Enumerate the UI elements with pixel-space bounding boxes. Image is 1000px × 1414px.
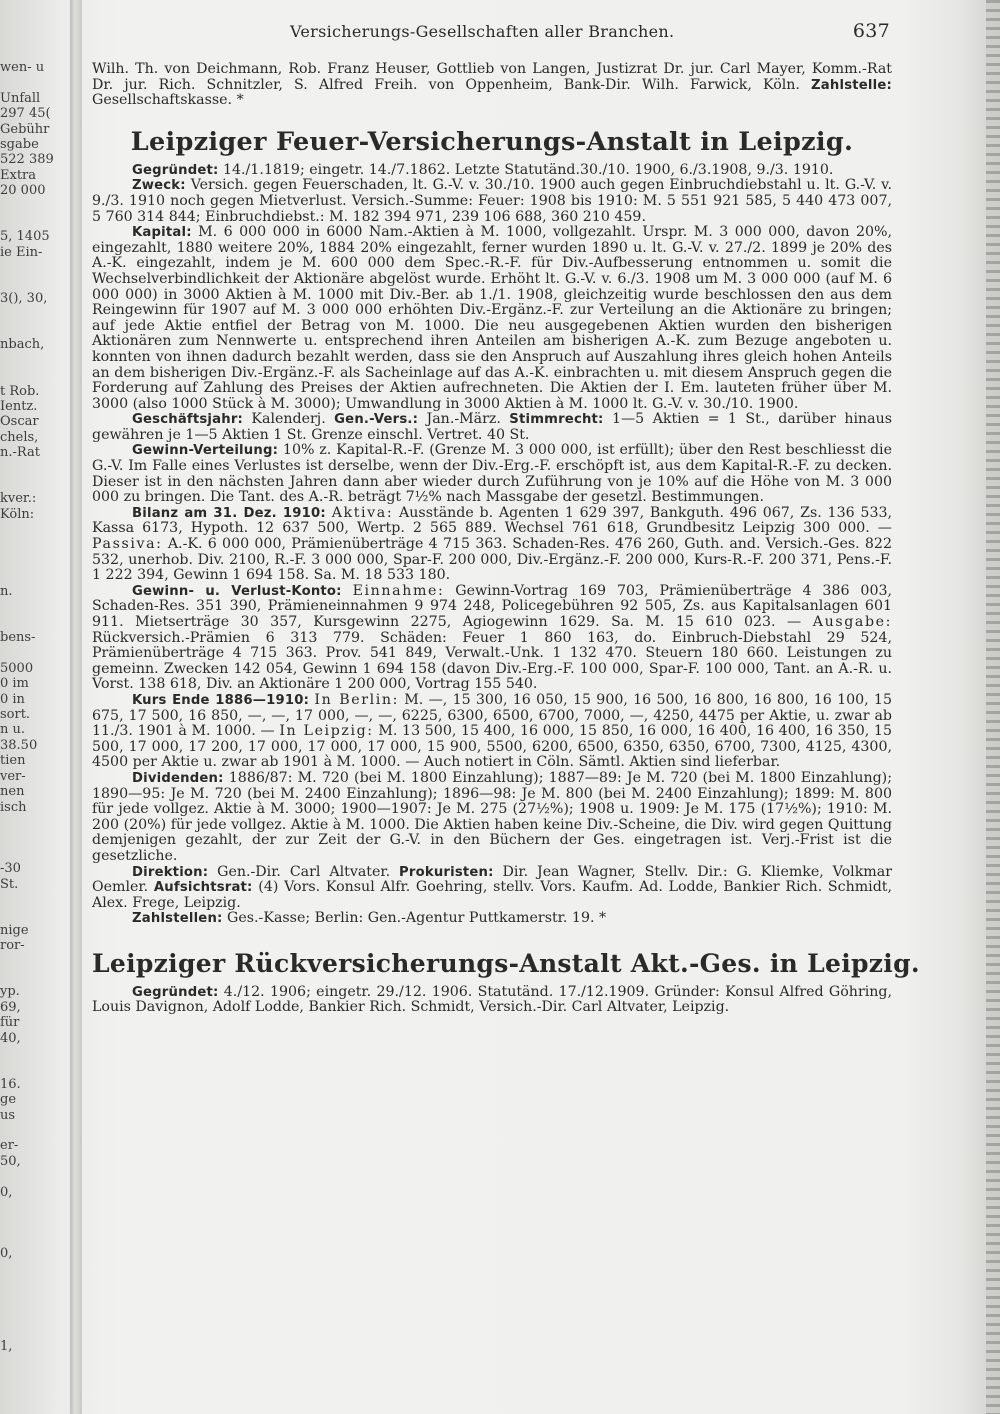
margin-line: 20 000 (0, 183, 46, 199)
geschaeftsjahr-label: Geschäftsjahr: (132, 412, 243, 428)
margin-line (0, 276, 68, 291)
margin-line: Gebühr (0, 121, 50, 137)
dividenden-label: Dividenden: (132, 770, 224, 786)
entry2-gegruendet-paragraph (92, 985, 892, 1016)
margin-line: bens- (0, 630, 36, 646)
margin-line: us (0, 1107, 16, 1123)
margin-line: 38.50 (0, 737, 38, 753)
genvers-text: Jan.-März. (426, 411, 501, 428)
margin-line (0, 1293, 68, 1308)
guv-einnahme-label: Einnahme: (352, 582, 445, 599)
margin-line: t Rob. (0, 383, 40, 399)
margin-line (0, 368, 68, 383)
margin-line (0, 461, 68, 476)
margin-line: tien (0, 753, 26, 769)
margin-line (0, 830, 68, 845)
margin-line: Extra (0, 167, 37, 183)
gegruendet-text: 14./1.1819; eingetr. 14./7.1862. Letzte Statutänd.30./10. 1900, 6./3.1908, 9./3. 1910. (222, 161, 834, 178)
zweck-paragraph (92, 178, 892, 225)
zahlstelle-text: Gesellschaftskasse. * (92, 92, 244, 109)
margin-line: -30 (0, 861, 21, 877)
aufsichtsrat-label: Aufsichtsrat: (153, 880, 253, 896)
margin-line: 5, 1405 (0, 229, 50, 245)
kapital-paragraph (92, 225, 892, 412)
guv-paragraph (92, 584, 892, 693)
page-edge (986, 0, 1000, 1414)
geschaeftsjahr-paragraph (92, 412, 892, 443)
gegruendet-paragraph (92, 163, 892, 179)
entry-title-rueckversicherung: Leipziger Rückversicherungs-Anstalt Akt.-Ges. in Leipzig. (92, 948, 920, 978)
margin-line: n u. (0, 722, 26, 738)
margin-line (0, 568, 68, 583)
margin-line: ie Ein- (0, 244, 43, 260)
direktion-text: Gen.-Dir. Carl Altvater. (217, 863, 391, 880)
margin-line: 522 389 (0, 152, 54, 168)
kapital-text: M. 6 000 000 in 6000 Nam.-Aktien à M. 1000, vollgezahlt. Urspr. M. 3 000 000, davon 20%, eingezahlt, 1880 weitere 20%, 1884 20% eingezahlt, ferner wurden 1890 u. lt. G.-V. v. 27./2. 1899 je 20% des A.-K. eingezahlt, indem je M. 600 000 dem Spec.-R.-F. für Div.-Aufbesserung entnommen u. somit die Wechselverbindlichkeit der Aktionäre abgelöst wurde. Erhöht lt. G.-V. v. 6./3. 1908 um M. 3 000 000 (auf M. 6 000 000) in 3000 Aktien à M. 1000 mit Div.-Ber. ab 1./1. 1908, gleichzeitig wurde beschlossen den aus dem Reingewinn für 1907 auf M. 3 000 000 erhöhten Div.-Ergänz.-F. zur Verteilung an die Aktionäre zu bringen; auf jede Aktie entfiel der Betrag von M. 1000. Die neu ausgegebenen Aktien wurden den bisherigen Aktionären zum Nennwerte u. entsprechend ihren Anteilen am bisherigen A.-K. zum Bezuge angeboten u. konnten von ihnen dadurch bezahlt werden, dass sie den Anspruch auf Auszahlung ihres gleich hohen Anteils an dem bisherigen Div.-Ergänz.-F. als Sacheinlage auf das A.-K. einbrachten u. mit diesem Anspruch gegen die Forderung auf Zahlung des Preises der Aktien aufrechneten. Die Aktien der I. Em. lauteten früher über M. 3000 (also 1000 Stück à M. 3000); Umwandlung in 3000 Aktien à M. 1000 lt. G.-V. v. 30./10. 1900. (92, 224, 892, 412)
margin-line (0, 1231, 68, 1246)
margin-line: n.-Rat (0, 445, 40, 461)
margin-line (0, 1323, 68, 1338)
margin-line: yp. (0, 984, 20, 1000)
kurs-label: Kurs Ende 1886—1910: (132, 692, 310, 708)
main-column (92, 61, 920, 1016)
prokuristen-label: Prokuristen: (399, 864, 494, 880)
margin-line (0, 75, 68, 90)
margin-line: sgabe (0, 137, 39, 153)
margin-line: 40, (0, 1030, 21, 1046)
margin-line (0, 954, 68, 969)
guv-label: Gewinn- u. Verlust-Konto: (132, 583, 342, 599)
gewinnverteilung-text: 10% z. Kapital-R.-F. (Grenze M. 3 000 000, ist erfüllt); über den Rest beschliesst die G.-V. Im Falle eines Verlustes ist derselbe, wenn der Div.-Erg.-F. erschöpft ist, aus dem Kapital-R.-F. zu decken. Dieser ist in den nächsten Jahren dann aber wieder durch Zuführung von je 10% auf die Höhe von M. 3 000 000 zu bringen. Die Tant. des A.-R. beträgt 7½% nach Massgabe der gesetzl. Bestimmungen. (92, 442, 892, 506)
margin-line: Oscar (0, 414, 39, 430)
margin-line (0, 476, 68, 491)
margin-line: ver- (0, 768, 26, 784)
direktion-paragraph (92, 865, 892, 912)
margin-line (0, 615, 68, 630)
margin-line: St. (0, 876, 19, 892)
aufsichtsrat-text: (4) Vors. Konsul Alfr. Goehring, stellv. Vors. Kaufm. Ad. Lodde, Bankier Rich. Schmidt, Alex. Frege, Leipzig. (92, 879, 893, 911)
margin-line (0, 1277, 68, 1292)
stimmrecht-text: 1—5 Aktien = 1 St., darüber hinaus gewähren je 1—5 Aktien 1 St. Grenze einschl. Vertret. 40 St. (92, 411, 893, 443)
margin-line: Unfall (0, 90, 41, 106)
margin-line: 69, (0, 999, 21, 1015)
entry2-gegruendet-text: 4./12. 1906; eingetr. 29./12. 1906. Statutänd. 17./12.1909. Gründer: Konsul Alfred Göhring, Louis Davignon, Adolf Lodde, Bankier Rich. Schmidt, Versich.-Dir. Carl Altvater, Leipzig. (92, 983, 892, 1016)
margin-line: Ientz. (0, 398, 38, 414)
margin-line: 0, (0, 1184, 13, 1200)
margin-line: 297 45( (0, 106, 51, 122)
book-gutter (70, 0, 82, 1414)
margin-line: nen (0, 784, 25, 800)
margin-line: kver.: (0, 491, 37, 507)
zweck-text: Versich. gegen Feuerschaden, lt. G.-V. v. 30./10. 1900 auch gegen Einbruchdiebstahl u. lt. G.-V. v. 9./3. 1910 noch gegen Mietverlust. Versich.-Summe: Feuer: 1908 bis 1910: M. 5 551 921 585, 5 440 473 007, 5 760 314 844; Einbruchdiebst.: M. 182 394 971, 239 106 688, 360 210 459. (92, 177, 892, 225)
kurs-berlin-text: M. —, 15 300, 16 050, 15 900, 16 500, 16 800, 16 800, 16 100, 15 675, 17 500, 16 850, —, —, 17 000, —, —, 6225, 6300, 6500, 6700, 7000, —, 4250, 4475 per Aktie, u. zwar ab 11./3. 1901 à M. 1000. — (92, 691, 892, 740)
gewinnverteilung-paragraph (92, 443, 892, 505)
margin-line (0, 353, 68, 368)
kapital-label: Kapital: (132, 225, 192, 241)
margin-line (0, 907, 68, 922)
stimmrecht-label: Stimmrecht: (509, 412, 604, 428)
margin-line (0, 1262, 68, 1277)
margin-line: 0, (0, 1246, 13, 1262)
margin-line (0, 1308, 68, 1323)
margin-line: 1, (0, 1338, 13, 1354)
margin-line (0, 815, 68, 830)
margin-line (0, 538, 68, 553)
prokuristen-text: Dir. Jean Wagner, Stellv. Dir.: G. Kliemke, Volkmar Oemler. (92, 863, 892, 896)
margin-line: ge (0, 1092, 17, 1108)
margin-line (0, 214, 68, 229)
prev-entry-text: Wilh. Th. von Deichmann, Rob. Franz Heuser, Gottlieb von Langen, Justizrat Dr. jur. Carl Mayer, Komm.-Rat Dr. jur. Rich. Schnitzler, S. Alfred Freih. von Oppenheim, Bank-Dir. Wilh. Farwick, Köln. (92, 61, 892, 93)
margin-line (0, 1215, 68, 1230)
margin-line: Köln: (0, 506, 35, 522)
prev-entry-paragraph (92, 62, 892, 109)
margin-line (0, 522, 68, 537)
gewinnverteilung-label: Gewinn-Verteilung: (132, 443, 279, 459)
direktion-label: Direktion: (132, 864, 209, 880)
margin-line: 0 im (0, 676, 29, 692)
margin-line (0, 1169, 68, 1184)
entry2-gegruendet-label: Gegründet: (132, 984, 219, 1000)
margin-line: isch (0, 799, 27, 815)
kurs-paragraph (92, 693, 892, 771)
bilanz-aktiva-label: Aktiva: (331, 504, 394, 521)
geschaeftsjahr-text: Kalenderj. (251, 411, 326, 428)
margin-line (0, 645, 68, 660)
margin-line: 0 in (0, 691, 25, 707)
gegruendet-label: Gegründet: (132, 162, 219, 178)
bilanz-label: Bilanz am 31. Dez. 1910: (132, 505, 326, 521)
entry-title-feuer: Leipziger Feuer-Versicherungs-Anstalt in Leipzig. (130, 126, 854, 157)
margin-line (0, 307, 68, 322)
margin-line: n. (0, 583, 13, 599)
guv-ausgabe-text: Rückversich.-Prämien 6 313 779. Schäden: Feuer 1 860 163, do. Einbruch-Diebstahl 29 524, Prämienüberträge 4 715 363. Prov. 541 849, Verwalt.-Unk. 1 132 470. Steuern 180 660. Leistungen zu gemeinn. Zwecken 142 054, Gewinn 1 694 158 (davon Div.-Erg.-F. 100 000, Spar-F. 100 000, Tant. an A.-R. u. Vorst. 138 618, Div. an Aktionäre 1 200 000, Vortrag 155 540. (92, 629, 892, 693)
zahlstellen-paragraph (92, 911, 892, 927)
margin-line (0, 1046, 68, 1061)
guv-ausgabe-label: Ausgabe: (812, 614, 893, 630)
margin-line (0, 1061, 68, 1076)
margin-line: nige (0, 922, 29, 938)
guv-einnahme-text: Gewinn-Vortrag 169 703, Prämienüberträge 4 386 003, Schaden-Res. 351 390, Prämieneinnahmen 9 974 248, Policegebühren 92 505, Zs. aus Kapitalsanlagen 601 911. Mietserträge 30 357, Kursgewinn 2275, Agiogewinn 1629. Sa. M. 15 610 023. — (92, 582, 893, 630)
margin-line: ror- (0, 938, 25, 954)
zahlstelle-label: Zahlstelle: (811, 77, 892, 93)
zweck-label: Zweck: (132, 178, 186, 194)
kurs-leipzig-text: M. 13 500, 15 400, 16 000, 15 850, 16 000, 16 400, 16 400, 16 350, 15 500, 17 000, 17 200, 17 000, 17 000, 17 000, 15 900, 5500, 6200, 6500, 6350, 6350, 6700, 7300, 4125, 4300, 4500 per Aktie u. zwar ab 1901 à M. 1000. — Auch notiert in Cöln. Sämtl. Aktien sind lieferbar. (92, 723, 892, 771)
margin-line (0, 1123, 68, 1138)
dividenden-paragraph (92, 771, 892, 865)
margin-line: wen- u (0, 60, 45, 75)
margin-line: nbach, (0, 337, 45, 353)
margin-line (0, 892, 68, 907)
margin-line: 5000 (0, 660, 34, 676)
margin-line (0, 599, 68, 614)
margin-line (0, 969, 68, 984)
zahlstellen-text: Ges.-Kasse; Berlin: Gen.-Agentur Puttkamerstr. 19. * (227, 910, 607, 927)
bilanz-passiva-label: Passiva: (92, 536, 163, 553)
page-number: 637 (852, 20, 890, 42)
margin-line (0, 1200, 68, 1215)
genvers-label: Gen.-Vers.: (334, 412, 419, 428)
margin-line: 3(), 30, (0, 291, 48, 307)
margin-line: er- (0, 1138, 19, 1154)
margin-line: 16. (0, 1076, 21, 1092)
margin-line (0, 199, 68, 214)
bilanz-paragraph (92, 506, 892, 584)
margin-line (0, 846, 68, 861)
margin-line: chels, (0, 429, 39, 445)
running-title: Versicherungs-Gesellschaften aller Branchen. (290, 22, 675, 41)
adjacent-page-fragment (0, 60, 68, 1360)
margin-line: für (0, 1015, 20, 1031)
kurs-leipzig-label: In Leipzig: (279, 723, 374, 740)
dividenden-text: 1886/87: M. 720 (bei M. 1800 Einzahlung); 1887—89: Je M. 720 (bei M. 1800 Einzahlung); 1890—95: Je M. 720 (bei M. 2400 Einzahlung); 1896—98: Je M. 800 (bei M. 2400 Einzahlung); 1899: M. 800 für jede vollgez. Aktie à M. 3000; 1900—1907: Je M. 275 (27½%); 1908 u. 1909: Je M. 175 (17½%); 1910: M. 200 (20%) für jede vollgez. Aktie à M. 1000. Die Aktien haben keine Div.-Scheine, die Div. wird gegen Quittung demjenigen gezahlt, der zur Zeit der G.-V. in den Büchern der Ges. eingetragen ist. Verj.-Frist ist die gesetzliche. (92, 769, 892, 864)
bilanz-passiva-text: A.-K. 6 000 000, Prämienüberträge 4 715 363. Schaden-Res. 476 260, Guth. and. Versich.-Ges. 822 532, unerhob. Div. 2100, R.-F. 3 000 000, Spar-F. 200 000, Div.-Ergänz.-F. 200 000, Kurs-R.-F. 200 371, Pens.-F. 1 222 394, Gewinn 1 694 158. Sa. M. 18 533 180. (92, 536, 892, 584)
margin-line (0, 553, 68, 568)
zahlstellen-label: Zahlstellen: (132, 911, 223, 927)
margin-line (0, 260, 68, 275)
margin-line (0, 322, 68, 337)
margin-line: 50, (0, 1153, 21, 1169)
margin-line: sort. (0, 707, 31, 723)
bilanz-aktiva-text: Ausstände b. Agenten 1 629 397, Bankguth. 496 067, Zs. 136 533, Kassa 6173, Hypoth. 12 637 500, Wertp. 2 565 889. Wechsel 761 618, Grundbesitz Leipzig 300 000. — (92, 504, 893, 537)
kurs-berlin-label: In Berlin: (314, 691, 399, 708)
